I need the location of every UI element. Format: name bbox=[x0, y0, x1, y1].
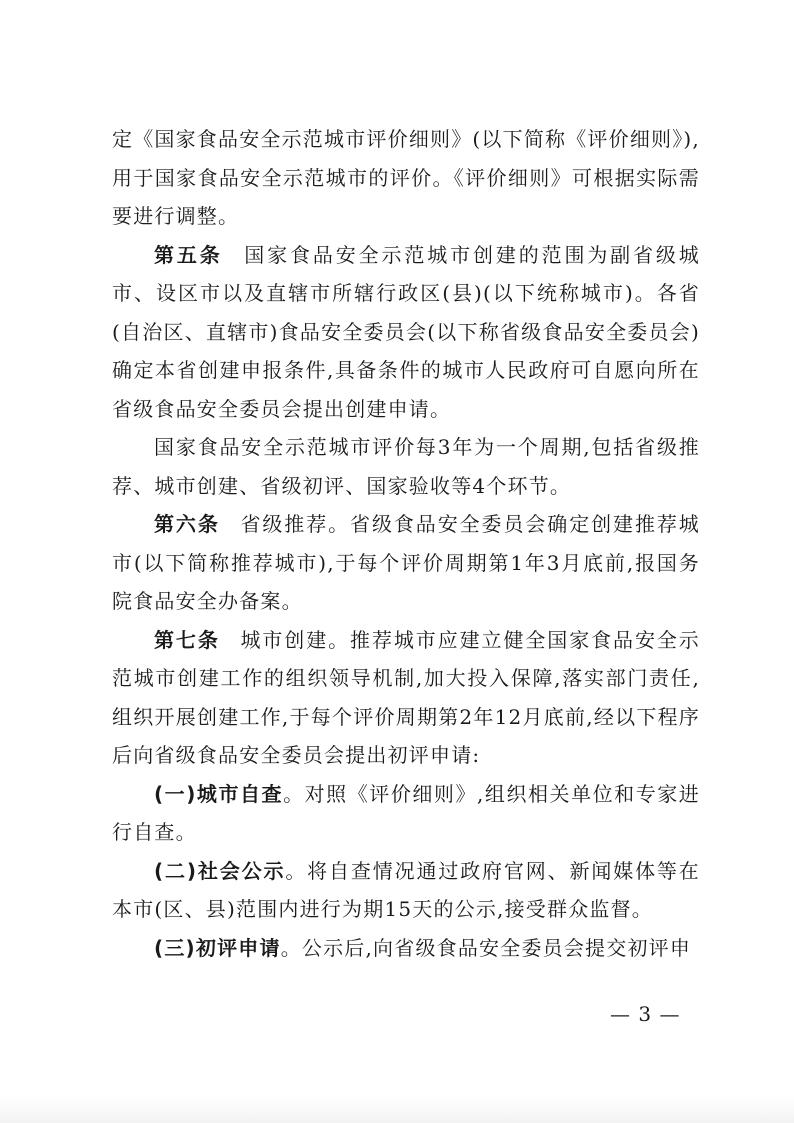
paragraph-text: 国家食品安全示范城市评价每3年为一个周期,包括省级推荐、城市创建、省级初评、国家验收等4个环节。 bbox=[112, 435, 700, 498]
item-text: 。对照《评价细则》,组织相关单位和专家进行自查。 bbox=[112, 781, 700, 844]
list-item-initial-application bbox=[112, 929, 700, 968]
article-text: 省级推荐。省级食品安全委员会确定创建推荐城市(以下简称推荐城市),于每个评价周期第1年3月底前,报国务院食品安全办备案。 bbox=[112, 512, 700, 613]
item-label: (三)初评申请 bbox=[154, 935, 281, 960]
article-7 bbox=[112, 621, 700, 775]
article-text: 城市创建。推荐城市应建立健全国家食品安全示范城市创建工作的组织领导机制,加大投入保障,落实部门责任,组织开展创建工作,于每个评价周期第2年12月底前,经以下程序后向省级食品安全委员会提出初评申请: bbox=[112, 627, 700, 767]
list-item-public-notice bbox=[112, 852, 700, 929]
paragraph-cycle bbox=[112, 428, 700, 505]
paragraph-text: 定《国家食品安全示范城市评价细则》(以下简称《评价细则》),用于国家食品安全示范城市的评价。《评价细则》可根据实际需要进行调整。 bbox=[112, 127, 700, 228]
item-text: 。将自查情况通过政府官网、新闻媒体等在本市(区、县)范围内进行为期15天的公示,接受群众监督。 bbox=[112, 858, 700, 921]
article-5 bbox=[112, 236, 700, 429]
article-label: 第六条 bbox=[154, 512, 220, 536]
paragraph-continuation bbox=[112, 120, 700, 236]
document-body bbox=[112, 120, 700, 967]
list-item-self-check bbox=[112, 775, 700, 852]
article-label: 第七条 bbox=[154, 627, 220, 652]
scan-bottom-edge bbox=[0, 1096, 794, 1123]
item-label: (一)城市自查 bbox=[154, 781, 284, 806]
item-text: 。公示后,向省级食品安全委员会提交初评申 bbox=[280, 935, 692, 960]
article-text: 国家食品安全示范城市创建的范围为副省级城市、设区市以及直辖市所辖行政区(县)(以下统称城市)。各省(自治区、直辖市)食品安全委员会(以下称省级食品安全委员会)确定本省创建申报条件,具备条件的城市人民政府可自愿向所在省级食品安全委员会提出创建申请。 bbox=[112, 242, 700, 421]
page-number: — 3 — bbox=[610, 1002, 681, 1026]
article-label: 第五条 bbox=[154, 242, 223, 267]
article-6 bbox=[112, 505, 700, 621]
item-label: (二)社会公示 bbox=[154, 858, 286, 883]
